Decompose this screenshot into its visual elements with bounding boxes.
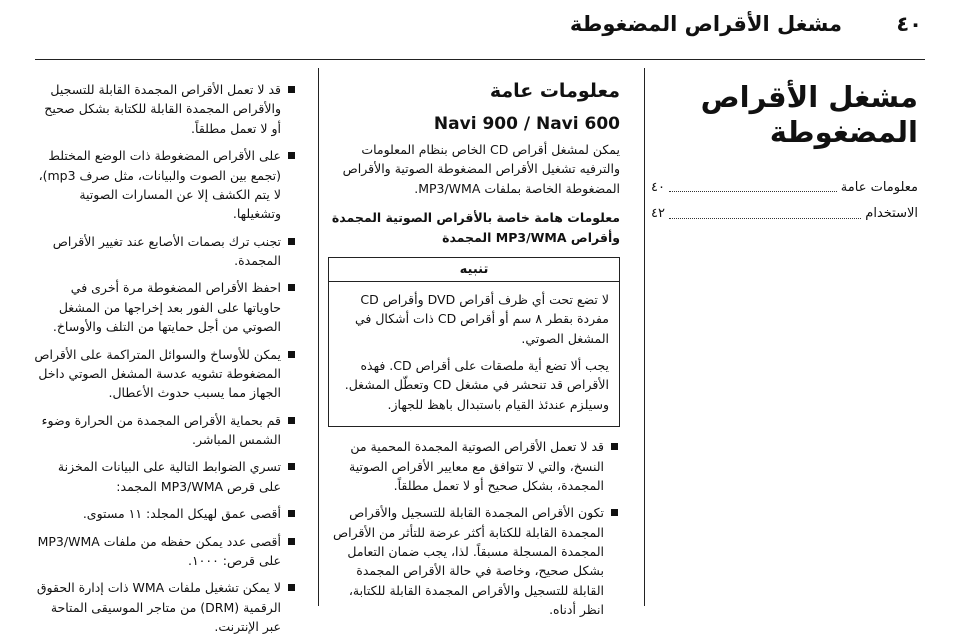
list-item: احفظ الأقراص المضغوطة مرة أخرى في حاوياتها على الفور بعد إخراجها من المشغل الصوتي من أجل حمايتها من التلف والأوساخ. <box>34 278 297 336</box>
caution-box <box>328 257 620 427</box>
section-title: مشغل الأقراص المضغوطة <box>700 80 918 149</box>
column-divider <box>318 68 319 606</box>
list-item: أقصى عمق لهيكل المجلد: ١١ مستوى. <box>34 504 297 523</box>
bullets-column <box>34 68 309 634</box>
list-item: تكون الأقراص المجمدة القابلة للتسجيل والأقراص المجمدة القابلة للكتابة أكثر عرضة للتأثر من الأقراص المجمدة المسجلة مسبقاً. لذا، يجب ضمان التعامل بشكل صحيح، وخاصة في حالة الأقراص المجمدة القابلة للتسجيل والأقراص المجمدة القابلة للكتابة، انظر أدناه. <box>328 503 620 619</box>
general-heading: معلومات عامة <box>489 80 620 102</box>
page-header <box>0 0 960 66</box>
caution-paragraph: لا تضع تحت أي ظرف أقراص DVD وأقراص CD مفردة بقطر ٨ سم أو أقراص CD ذات أشكال في المشغل الصوتي. <box>354 291 609 346</box>
caution-body <box>329 282 619 426</box>
intro-paragraph: يمكن لمشغل أقراص CD الخاص بنظام المعلومات والترفيه تشغيل الأقراص المضغوطة الصوتية والأقراص المضغوطة الخاصة بملفات MP3/WMA. <box>342 142 620 196</box>
list-item: تجنب ترك بصمات الأصابع عند تغيير الأقراص المجمدة. <box>34 232 297 271</box>
model-heading: Navi 900 / Navi 600 <box>433 114 620 134</box>
list-item: تسري الضوابط التالية على البيانات المخزنة على قرص MP3/WMA المجمد: <box>34 457 297 496</box>
list-item: أقصى عدد يمكن حفظه من ملفات MP3/WMA على قرص: ١٠٠٠. <box>34 532 297 571</box>
list-item: يمكن للأوساخ والسوائل المتراكمة على الأقراص المضغوطة تشويه عدسة المشغل الصوتي داخل الجهاز مما يسبب حدوث الأعطال. <box>34 345 297 403</box>
left-bullet-list <box>34 80 297 636</box>
list-item: قد لا تعمل الأقراص الصوتية المجمدة المحمية من النسخ، والتي لا تتوافق مع معايير الأقراص الصوتية المجمدة، بشكل صحيح أو لا تعمل مطلقاً. <box>328 437 620 495</box>
toc-entry-page: ٤٠ <box>651 179 665 195</box>
list-item: قم بحماية الأقراص المجمدة من الحرارة وضوء الشمس المباشر. <box>34 411 297 450</box>
important-info-subheading: معلومات هامة خاصة بالأقراص الصوتية المجمدة وأقراص MP3/WMA المجمدة <box>331 210 620 245</box>
caution-paragraph: يجب ألا تضع أية ملصقات على أقراص CD. فهذه الأقراص قد تنحشر في مشغل CD وتعطّل المشغل. وسيلزم عندئذ القيام باستبدال باهظ للجهاز. <box>344 358 609 412</box>
general-info-column <box>328 68 630 618</box>
toc-entry-page: ٤٢ <box>651 206 665 222</box>
list-item: على الأقراص المضغوطة ذات الوضع المختلط (تجمع بين الصوت والبيانات، مثل صرف mp3)، لا يتم الكشف إلا عن المسارات الصوتية وتشغيلها. <box>34 146 297 224</box>
toc-entry-usage[interactable] <box>651 206 918 223</box>
mid-bullet-list <box>328 437 620 619</box>
page-number: ٤٠ <box>896 12 922 36</box>
toc-entry-general[interactable] <box>651 180 918 197</box>
list-item: لا يمكن تشغيل ملفات WMA ذات إدارة الحقوق الرقمية (DRM) من متاجر الموسيقى المتاحة عبر الإنترنت. <box>34 578 297 636</box>
header-divider <box>35 59 925 60</box>
toc-dot-leader <box>669 180 837 193</box>
toc-dot-leader <box>669 206 861 219</box>
list-item: قد لا تعمل الأقراص المجمدة القابلة للتسجيل والأقراص المجمدة القابلة للكتابة بشكل صحيح أو لا تعمل مطلقاً. <box>34 80 297 138</box>
column-divider <box>644 68 645 606</box>
toc-column <box>651 68 926 606</box>
toc-entry-label: معلومات عامة <box>840 179 918 195</box>
toc-entry-label: الاستخدام <box>865 206 918 222</box>
running-title: مشغل الأقراص المضغوطة <box>569 12 842 36</box>
caution-title: تنبيه <box>329 258 619 282</box>
